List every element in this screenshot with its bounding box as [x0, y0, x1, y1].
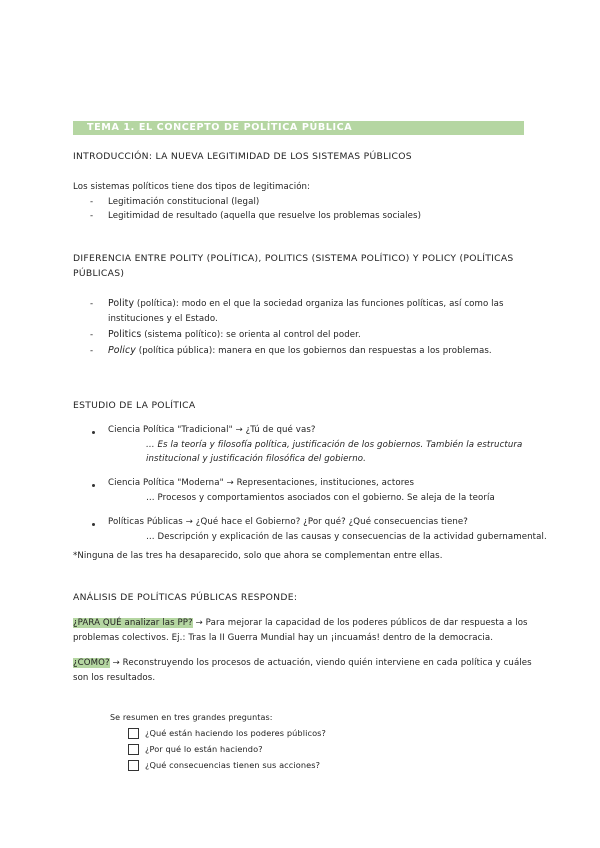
analisis-q2-line1 — [73, 657, 532, 669]
page-title: TEMA 1. EL CONCEPTO DE POLÍTICA PÚBLICA — [87, 122, 353, 133]
intro-item-1: Legitimación constitucional (legal) — [108, 197, 260, 207]
analisis-q1-line2: problemas colectivos. Ej.: Tras la II Guerra Mundial hay un ¡incuamás! dentro de la democracia. — [73, 633, 494, 643]
q1-text1: → Para mejorar la capacidad de los poderes públicos de dar respuesta a los — [192, 618, 528, 628]
estudio-b3-sub: … Descripción y explicación de las causas y consecuencias de la actividad gubernamental. — [146, 532, 547, 542]
bullet-icon — [92, 523, 95, 526]
diferencia-heading-line2: PÚBLICAS) — [73, 268, 125, 279]
checkbox-1[interactable] — [128, 728, 139, 739]
polity-line2: instituciones y el Estado. — [108, 314, 218, 324]
politics-dash: - — [90, 330, 94, 340]
estudio-b1-sub1: … Es la teoría y filosofía política, justificación de los gobiernos. También la estructura — [146, 440, 523, 450]
estudio-b1-sub2: institucional y justificación filosófica del gobierno. — [146, 454, 366, 464]
q1-highlight: ¿PARA QUÉ analizar las PP? — [73, 618, 193, 628]
policy-term: Policy — [108, 345, 136, 356]
intro-heading: INTRODUCCIÓN: LA NUEVA LEGITIMIDAD DE LOS SISTEMAS PÚBLICOS — [73, 151, 412, 162]
politics-text: (sistema político): se orienta al control del poder. — [141, 330, 361, 340]
polity-term: Polity — [108, 298, 135, 309]
bullet-icon — [92, 484, 95, 487]
analisis-q2-line2: son los resultados. — [73, 673, 156, 683]
polity-line1 — [108, 298, 504, 310]
polity-text1: (política): modo en el que la sociedad organiza las funciones políticas, así como las — [134, 299, 504, 309]
q2-highlight: ¿COMO? — [73, 658, 110, 668]
checkbox-3[interactable] — [128, 760, 139, 771]
question-3: ¿Qué consecuencias tienen sus acciones? — [145, 760, 321, 770]
intro-item-2: Legitimidad de resultado (aquella que resuelve los problemas sociales) — [108, 211, 422, 221]
checkbox-2[interactable] — [128, 744, 139, 755]
politics-line — [108, 329, 361, 341]
estudio-b2: Ciencia Política "Moderna" → Representaciones, instituciones, actores — [108, 478, 415, 488]
estudio-heading: ESTUDIO DE LA POLÍTICA — [73, 400, 196, 411]
estudio-b2-sub: … Procesos y comportamientos asociados con el gobierno. Se aleja de la teoría — [146, 493, 495, 503]
analisis-heading: ANÁLISIS DE POLÍTICAS PÚBLICAS RESPONDE: — [73, 592, 298, 603]
diferencia-heading-line1: DIFERENCIA ENTRE POLITY (POLÍTICA), POLITICS (SISTEMA POLÍTICO) Y POLICY (POLÍTICAS — [73, 253, 514, 264]
bullet-icon — [92, 431, 95, 434]
q2-text1: → Reconstruyendo los procesos de actuación, viendo quién interviene en cada política y cuáles — [109, 658, 532, 668]
polity-dash: - — [90, 299, 94, 309]
intro-lead: Los sistemas políticos tiene dos tipos de legitimación: — [73, 182, 311, 192]
question-1: ¿Qué están haciendo los poderes públicos? — [145, 728, 326, 738]
estudio-b3: Políticas Públicas → ¿Qué hace el Gobierno? ¿Por qué? ¿Qué consecuencias tiene? — [108, 517, 468, 527]
policy-line — [108, 345, 492, 357]
politics-term: Politics — [108, 329, 142, 340]
intro-dash-2: - — [90, 211, 94, 221]
policy-text: (política pública): manera en que los gobiernos dan respuestas a los problemas. — [135, 346, 492, 356]
policy-dash: - — [90, 346, 94, 356]
estudio-note: *Ninguna de las tres ha desaparecido, solo que ahora se complementan entre ellas. — [73, 551, 443, 561]
analisis-q1-line1 — [73, 617, 528, 629]
question-2: ¿Por qué lo están haciendo? — [145, 744, 263, 754]
summary-lead: Se resumen en tres grandes preguntas: — [110, 713, 273, 722]
intro-dash-1: - — [90, 197, 94, 207]
title-bar — [73, 121, 524, 135]
estudio-b1: Ciencia Política "Tradicional" → ¿Tú de qué vas? — [108, 425, 316, 435]
